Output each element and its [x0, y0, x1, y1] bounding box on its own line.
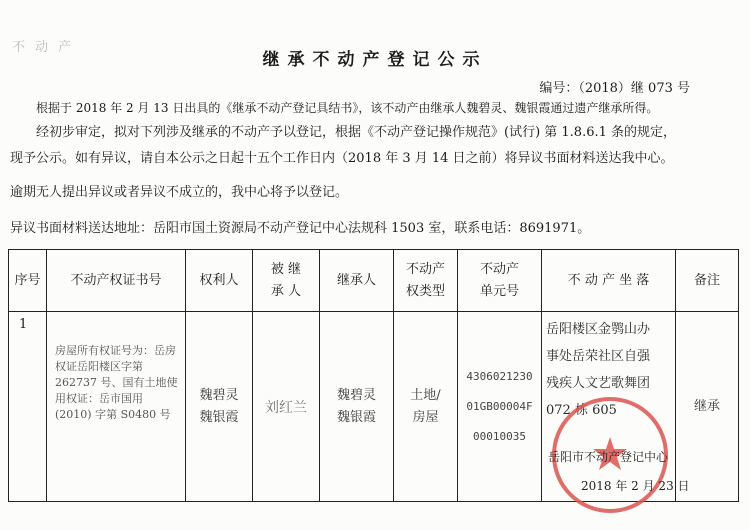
header-type — [394, 250, 458, 312]
cell-cert — [47, 312, 186, 502]
bleed-through-text: 不动产 — [12, 40, 82, 55]
header-cert: 不动产权证书号 — [47, 250, 186, 312]
paragraph-review-line1: 经初步审定，拟对下列涉及继承的不动产予以登记，根据《不动产登记操作规范》(试行) 第 1.8.6.1 条的规定， — [36, 125, 677, 140]
objection-address: 异议书面材料送达地址：岳阳市国土资源局不动产登记中心法规科 1503 室，联系电话：8691971。 — [10, 221, 591, 236]
paragraph-review-line2: 现予公示。如有异议，请自本公示之日起十五个工作日内（2018 年 3 月 14 日之前）将异议书面材料送达我中心。 — [10, 151, 674, 166]
location-line1: 岳阳楼区金鹗山办 — [546, 322, 651, 337]
type-line1: 土地/ — [410, 387, 441, 403]
location-line4: 072 栋 605 — [546, 403, 617, 418]
owner-line2: 魏银霞 — [199, 409, 239, 425]
header-unit — [458, 250, 542, 312]
header-type-line2: 权类型 — [405, 283, 445, 299]
cell-seq — [9, 312, 47, 502]
location-line3: 残疾人文艺歌舞团 — [546, 376, 651, 391]
remark-value: 继承 — [693, 398, 720, 414]
header-decedent-line2: 承 人 — [270, 283, 302, 299]
cert-value: 房屋所有权证号为：岳房权证岳阳楼区字第 262737 号、国有土地使用权证：岳市国用 (2010) 字第 S0480 号 — [55, 344, 178, 421]
header-decedent-line1: 被 继 — [270, 261, 302, 277]
header-unit-line2: 单元号 — [479, 283, 519, 299]
header-heir: 继承人 — [320, 250, 394, 312]
document-number: 编号：（2018）继 073 号 — [539, 81, 690, 96]
unit-line3: 00010035 — [473, 429, 526, 443]
cell-owner — [186, 312, 253, 502]
header-location: 不 动 产 坐 落 — [542, 250, 676, 312]
heir-line1: 魏碧灵 — [336, 387, 376, 403]
paragraph-basis: 根据于 2018 年 2 月 13 日出具的《继承不动产登记具结书》，该不动产由继承人魏碧灵、魏银霞通过遗产继承所得。 — [36, 101, 659, 115]
type-line2: 房屋 — [412, 409, 439, 425]
location-line2: 事处岳荣社区自强 — [546, 349, 651, 364]
cell-decedent — [253, 312, 320, 502]
signature-date: 2018 年 2 月 23 日 — [581, 479, 690, 493]
owner-line1: 魏碧灵 — [199, 387, 239, 403]
cell-remark — [676, 312, 739, 502]
header-seq: 序号 — [9, 250, 47, 312]
cell-heir — [320, 312, 394, 502]
header-unit-line1: 不动产 — [479, 261, 519, 277]
header-type-line1: 不动产 — [405, 261, 445, 277]
seq-value: 1 — [19, 317, 28, 332]
cell-unit — [458, 312, 542, 502]
signature-org: 岳阳市不动产登记中心 — [548, 450, 669, 464]
cell-type — [394, 312, 458, 502]
decedent-value: 刘红兰 — [265, 399, 307, 416]
heir-line2: 魏银霞 — [336, 409, 376, 425]
page-title: 继承不动产登记公示 — [262, 50, 488, 70]
paragraph-overdue: 逾期无人提出异议或者异议不成立的，我中心将予以登记。 — [10, 185, 349, 200]
header-decedent — [253, 250, 320, 312]
unit-line1: 4306021230 — [466, 369, 533, 383]
header-owner: 权利人 — [186, 250, 253, 312]
unit-line2: 01GB00004F — [466, 399, 533, 413]
table-header-row — [9, 250, 739, 312]
header-remark: 备注 — [676, 250, 739, 312]
